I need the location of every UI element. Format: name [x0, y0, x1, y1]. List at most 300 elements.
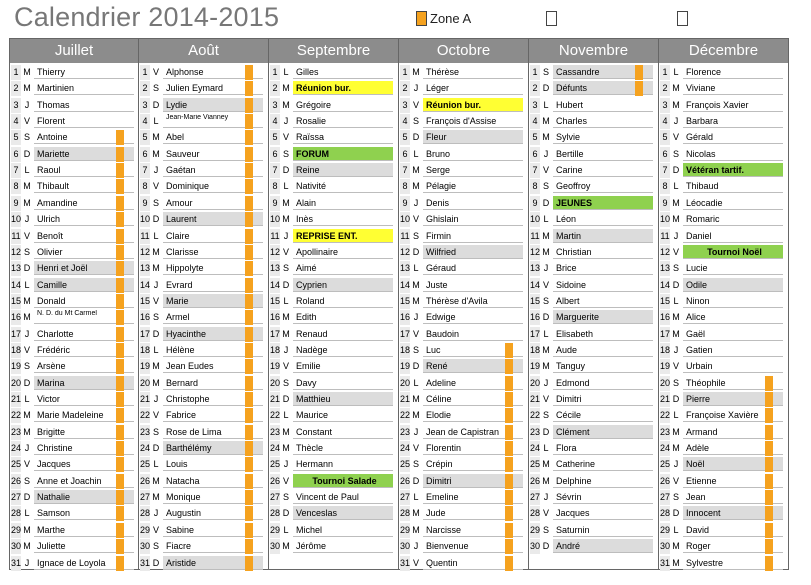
day-row	[659, 310, 787, 325]
weekday-letter: J	[673, 459, 679, 470]
weekday-letter: D	[282, 508, 290, 519]
day-number: 6	[140, 147, 150, 162]
day-number: 2	[660, 81, 670, 96]
day-number: 11	[140, 229, 150, 244]
day-row	[269, 114, 397, 129]
saint-name: Gatien	[683, 343, 783, 357]
saint-name: Gilles	[293, 65, 393, 79]
day-number: 29	[530, 523, 540, 538]
weekday-letter: V	[152, 524, 159, 535]
weekday-letter: D	[23, 263, 31, 274]
weekday-letter: M	[282, 312, 290, 323]
saint-name: Florent	[34, 114, 134, 128]
legend-label: Zone A	[430, 11, 472, 26]
saint-name: Aristide	[163, 556, 263, 570]
weekday-letter: D	[412, 475, 420, 486]
day-row	[659, 408, 787, 423]
saint-name: Delphine	[553, 474, 653, 488]
saint-name: Vincent de Paul	[293, 490, 393, 504]
day-number: 30	[11, 539, 21, 554]
weekday-letter: M	[672, 541, 680, 552]
weekday-letter: L	[543, 99, 549, 110]
day-number: 13	[530, 261, 540, 276]
weekday-letter: S	[152, 197, 159, 208]
day-row	[529, 229, 657, 244]
saint-name: Ulrich	[34, 212, 134, 226]
day-number: 30	[140, 539, 150, 554]
day-row	[139, 229, 267, 244]
day-number: 17	[140, 327, 150, 342]
day-number: 27	[270, 490, 280, 505]
day-number: 1	[400, 65, 410, 80]
day-row	[139, 556, 267, 571]
saint-name: Hyacinthe	[163, 327, 263, 341]
day-number: 3	[140, 98, 150, 113]
day-number: 19	[400, 359, 410, 374]
day-number: 11	[530, 229, 540, 244]
day-number: 20	[660, 376, 670, 391]
day-number: 14	[530, 278, 540, 293]
saint-name: Elisabeth	[553, 327, 653, 341]
day-number: 22	[530, 408, 540, 423]
day-row	[399, 359, 527, 374]
month-header: Septembre	[269, 39, 398, 63]
saint-name: Armel	[163, 310, 263, 324]
day-number: 9	[660, 196, 670, 211]
day-row	[139, 130, 267, 145]
day-row	[269, 327, 397, 342]
saint-name: Rosalie	[293, 114, 393, 128]
day-row	[10, 506, 138, 521]
day-row	[139, 163, 267, 178]
saint-name: Armand	[683, 425, 783, 439]
saint-name: Brice	[553, 261, 653, 275]
saint-name: Inès	[293, 212, 393, 226]
weekday-letter: D	[672, 508, 680, 519]
weekday-letter: V	[152, 295, 159, 306]
day-row	[269, 65, 397, 80]
month-column	[529, 38, 659, 570]
day-number: 30	[400, 539, 410, 554]
saint-name: Venceslas	[293, 506, 393, 520]
weekday-letter: J	[543, 148, 549, 159]
zone-a-marker	[505, 490, 513, 505]
zone-a-marker	[245, 147, 253, 162]
day-row	[10, 376, 138, 391]
zone-a-marker	[765, 392, 773, 407]
day-row	[399, 392, 527, 407]
weekday-letter: L	[543, 328, 549, 339]
weekday-letter: V	[542, 279, 549, 290]
zone-a-marker	[116, 261, 124, 276]
saint-name: Marina	[34, 376, 134, 390]
weekday-letter: M	[672, 214, 680, 225]
day-number: 17	[400, 327, 410, 342]
day-row	[139, 261, 267, 276]
weekday-letter: S	[412, 344, 419, 355]
saint-name: Léger	[423, 81, 523, 95]
zone-a-marker	[245, 130, 253, 145]
month-column	[139, 38, 269, 570]
day-row	[139, 114, 267, 129]
day-row	[659, 343, 787, 358]
weekday-letter: D	[152, 443, 160, 454]
day-row	[529, 278, 657, 293]
legend-zone-a	[416, 11, 471, 26]
day-row	[399, 310, 527, 325]
weekday-letter: M	[282, 214, 290, 225]
saint-name: Romaric	[683, 212, 783, 226]
day-number: 14	[140, 278, 150, 293]
day-row	[659, 229, 787, 244]
saint-name: Clément	[553, 425, 653, 439]
day-row	[269, 163, 397, 178]
saint-name: Mariette	[34, 147, 134, 161]
day-number: 28	[530, 506, 540, 521]
weekday-letter: M	[23, 67, 31, 77]
saint-name: Théophile	[683, 376, 783, 390]
weekday-letter: S	[282, 377, 289, 388]
weekday-letter: L	[283, 181, 289, 192]
day-row	[529, 408, 657, 423]
day-number: 12	[660, 245, 670, 260]
saint-name: Louis	[163, 457, 263, 471]
day-number: 14	[660, 278, 670, 293]
zone-a-marker	[116, 490, 124, 505]
weekday-letter: S	[152, 426, 159, 437]
day-row	[659, 98, 787, 113]
zone-a-marker	[765, 523, 773, 538]
day-number: 10	[11, 212, 21, 227]
zone-a-marker	[116, 212, 124, 227]
day-number: 15	[140, 294, 150, 309]
saint-name: Thérèse	[423, 65, 523, 79]
day-row	[529, 81, 657, 96]
day-row	[269, 278, 397, 293]
weekday-letter: V	[672, 246, 679, 257]
day-row	[399, 229, 527, 244]
month-column	[659, 38, 789, 570]
day-row	[659, 506, 787, 521]
weekday-letter: V	[23, 344, 30, 355]
weekday-letter: D	[152, 214, 160, 225]
zone-a-marker	[116, 310, 124, 325]
saint-name: Jean Eudes	[163, 359, 263, 373]
weekday-letter: M	[152, 475, 160, 486]
day-number: 4	[11, 114, 21, 129]
month-column	[399, 38, 529, 570]
day-number: 23	[11, 425, 21, 440]
weekday-letter: D	[542, 83, 550, 94]
weekday-letter: M	[152, 246, 160, 257]
weekday-letter: M	[152, 132, 160, 143]
day-number: 30	[530, 539, 540, 554]
day-number: 17	[11, 327, 21, 342]
saint-name: Bienvenue	[423, 539, 523, 553]
day-number: 14	[270, 278, 280, 293]
zone-a-marker	[245, 163, 253, 178]
saint-name: Alice	[683, 310, 783, 324]
weekday-letter: M	[152, 361, 160, 372]
day-row	[139, 196, 267, 211]
saint-name: Apollinaire	[293, 245, 393, 259]
saint-name: Gérald	[683, 130, 783, 144]
empty-swatch	[677, 11, 688, 26]
zone-a-marker	[245, 539, 253, 554]
day-number: 3	[660, 98, 670, 113]
saint-name: Nicolas	[683, 147, 783, 161]
weekday-letter: V	[23, 116, 30, 127]
day-row	[399, 523, 527, 538]
day-row	[529, 179, 657, 194]
weekday-letter: M	[282, 197, 290, 208]
saint-name: Serge	[423, 163, 523, 177]
day-number: 26	[11, 474, 21, 489]
saint-name: Camille	[34, 278, 134, 292]
day-row	[10, 441, 138, 456]
day-number: 31	[140, 556, 150, 571]
day-row	[139, 474, 267, 489]
weekday-letter: M	[672, 557, 680, 568]
saint-name: Christophe	[163, 392, 263, 406]
day-number: 7	[530, 163, 540, 178]
day-number: 1	[530, 65, 540, 80]
saint-name: Juste	[423, 278, 523, 292]
saint-name: Sabine	[163, 523, 263, 537]
weekday-letter: M	[542, 230, 550, 241]
day-number: 27	[140, 490, 150, 505]
day-row	[399, 278, 527, 293]
day-row	[659, 457, 787, 472]
zone-a-marker	[765, 506, 773, 521]
saint-name: Alphonse	[163, 65, 263, 79]
day-number: 29	[660, 523, 670, 538]
zone-a-marker	[116, 130, 124, 145]
saint-name: Davy	[293, 376, 393, 390]
day-row	[529, 98, 657, 113]
saint-name: Renaud	[293, 327, 393, 341]
day-number: 24	[270, 441, 280, 456]
day-row	[10, 359, 138, 374]
saint-name: Luc	[423, 343, 523, 357]
day-number: 11	[660, 229, 670, 244]
weekday-letter: J	[153, 279, 159, 290]
weekday-letter: V	[412, 328, 419, 339]
saint-name: Dimitri	[553, 392, 653, 406]
weekday-letter: M	[282, 99, 290, 110]
day-row	[10, 457, 138, 472]
zone-a-marker	[116, 196, 124, 211]
saint-name: Défunts	[553, 81, 653, 95]
saint-name: Juliette	[34, 539, 134, 553]
day-row	[659, 327, 787, 342]
month-header: Octobre	[399, 39, 528, 63]
day-row	[269, 539, 397, 554]
saint-name: Maurice	[293, 408, 393, 422]
weekday-letter: S	[672, 263, 679, 274]
day-row	[399, 343, 527, 358]
weekday-letter: L	[673, 410, 679, 421]
day-number: 22	[400, 408, 410, 423]
weekday-letter: L	[543, 214, 549, 225]
saint-name: Evrard	[163, 278, 263, 292]
day-row	[399, 81, 527, 96]
weekday-letter: M	[282, 541, 290, 552]
month-column	[269, 38, 399, 570]
day-number: 10	[530, 212, 540, 227]
saint-name: François Xavier	[683, 98, 783, 112]
day-number: 22	[11, 408, 21, 423]
day-number: 25	[270, 457, 280, 472]
day-number: 15	[530, 294, 540, 309]
day-row	[10, 114, 138, 129]
day-row	[529, 392, 657, 407]
weekday-letter: S	[282, 492, 289, 503]
day-row	[399, 98, 527, 113]
saint-name: Pélagie	[423, 179, 523, 193]
saint-name: Flora	[553, 441, 653, 455]
weekday-letter: L	[153, 230, 159, 241]
zone-a-marker	[245, 392, 253, 407]
saint-name: Jean-Marie Vianney	[163, 114, 263, 128]
weekday-letter: V	[542, 394, 549, 404]
zone-a-marker	[245, 327, 253, 342]
day-number: 24	[660, 441, 670, 456]
day-number: 5	[140, 130, 150, 145]
day-row	[269, 81, 397, 96]
month-header: Août	[139, 39, 268, 63]
day-number: 19	[530, 359, 540, 374]
weekday-letter: L	[24, 508, 30, 519]
saint-name: Donald	[34, 294, 134, 308]
day-number: 31	[11, 556, 21, 571]
day-row	[139, 65, 267, 80]
weekday-letter: M	[542, 116, 550, 127]
day-row	[529, 310, 657, 325]
event-label: Tournoi Salade	[293, 474, 393, 488]
weekday-letter: V	[412, 557, 419, 568]
day-number: 8	[530, 179, 540, 194]
day-row	[659, 539, 787, 554]
weekday-letter: M	[23, 197, 31, 208]
day-row	[659, 261, 787, 276]
weekday-letter: M	[23, 426, 31, 437]
event-label: JEUNES	[553, 196, 653, 210]
day-row	[10, 196, 138, 211]
weekday-letter: J	[153, 508, 159, 519]
day-number: 24	[140, 441, 150, 456]
saint-name: Marthe	[34, 523, 134, 537]
saint-name: Constant	[293, 425, 393, 439]
day-number: 25	[11, 457, 21, 472]
day-number: 21	[660, 392, 670, 407]
weekday-letter: J	[283, 116, 289, 127]
day-number: 31	[400, 556, 410, 571]
day-number: 27	[530, 490, 540, 505]
weekday-letter: S	[542, 410, 549, 421]
zone-a-marker	[245, 212, 253, 227]
day-row	[659, 179, 787, 194]
weekday-letter: D	[152, 99, 160, 110]
weekday-letter: D	[542, 426, 550, 437]
weekday-letter: M	[23, 541, 31, 552]
zone-a-marker	[765, 441, 773, 456]
day-number: 10	[400, 212, 410, 227]
saint-name: Anne et Joachin	[34, 474, 134, 488]
day-row	[399, 425, 527, 440]
day-row	[659, 114, 787, 129]
weekday-letter: J	[673, 230, 679, 241]
weekday-letter: V	[542, 165, 549, 176]
weekday-letter: J	[283, 230, 289, 241]
saint-name: Roger	[683, 539, 783, 553]
day-number: 21	[11, 392, 21, 407]
zone-a-swatch	[416, 11, 427, 26]
day-row	[139, 245, 267, 260]
day-row	[399, 408, 527, 423]
day-row	[139, 457, 267, 472]
day-number: 5	[11, 130, 21, 145]
saint-name: Quentin	[423, 556, 523, 570]
day-row	[269, 343, 397, 358]
day-number: 9	[140, 196, 150, 211]
day-number: 24	[400, 441, 410, 456]
day-number: 10	[660, 212, 670, 227]
day-row	[529, 523, 657, 538]
weekday-letter: M	[542, 459, 550, 470]
weekday-letter: V	[412, 443, 419, 454]
weekday-letter: M	[152, 377, 160, 388]
saint-name: Léon	[553, 212, 653, 226]
saint-name: Hubert	[553, 98, 653, 112]
saint-name: Cyprien	[293, 278, 393, 292]
day-number: 16	[140, 310, 150, 325]
saint-name: Léocadie	[683, 196, 783, 210]
saint-name: Bruno	[423, 147, 523, 161]
zone-a-marker	[505, 523, 513, 538]
zone-a-marker	[116, 163, 124, 178]
saint-name: Samson	[34, 506, 134, 520]
saint-name: Monique	[163, 490, 263, 504]
zone-a-marker	[116, 556, 124, 571]
day-number: 29	[140, 523, 150, 538]
saint-name: Sidoine	[553, 278, 653, 292]
weekday-letter: M	[412, 410, 420, 421]
day-number: 11	[270, 229, 280, 244]
day-row	[139, 506, 267, 521]
day-number: 16	[660, 310, 670, 325]
day-number: 23	[400, 425, 410, 440]
weekday-letter: L	[24, 394, 30, 404]
day-row	[10, 212, 138, 227]
zone-a-marker	[245, 98, 253, 113]
day-row	[10, 98, 138, 113]
day-row	[529, 327, 657, 342]
saint-name: Sylvestre	[683, 556, 783, 570]
zone-a-marker	[245, 408, 253, 423]
weekday-letter: M	[542, 361, 550, 372]
weekday-letter: S	[23, 132, 30, 143]
empty-swatch	[546, 11, 557, 26]
day-row	[269, 490, 397, 505]
weekday-letter: D	[672, 394, 680, 404]
weekday-letter: L	[543, 443, 549, 454]
weekday-letter: S	[23, 361, 30, 372]
zone-a-marker	[245, 229, 253, 244]
day-row	[269, 392, 397, 407]
weekday-letter: S	[152, 541, 159, 552]
day-row	[399, 327, 527, 342]
